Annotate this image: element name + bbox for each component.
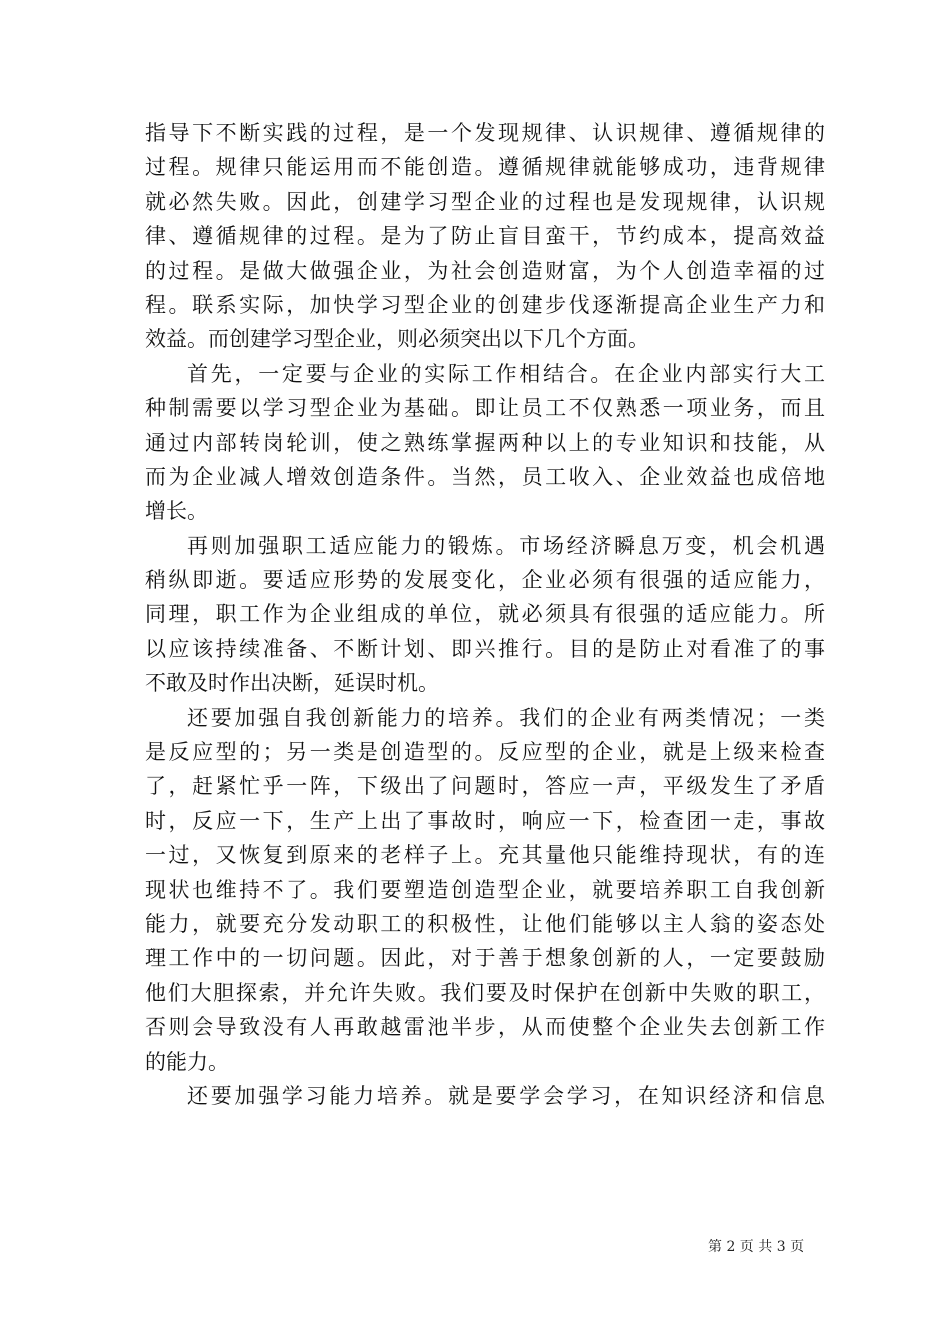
- paragraph-line: 时，反应一下，生产上出了事故时，响应一下，检查团一走，事故: [145, 808, 825, 833]
- paragraph: [145, 116, 825, 357]
- paragraph-line: 而为企业减人增效创造条件。当然，员工收入、企业效益也成倍地: [145, 464, 825, 489]
- paragraph-line: 的能力。: [145, 1049, 229, 1074]
- paragraph-line: 首先，一定要与企业的实际工作相结合。在企业内部实行大工: [187, 361, 825, 386]
- paragraph-line: 同理，职工作为企业组成的单位，就必须具有很强的适应能力。所: [145, 602, 825, 627]
- paragraph-line: 效益。而创建学习型企业，则必须突出以下几个方面。: [145, 327, 649, 352]
- paragraph-line: 还要加强学习能力培养。就是要学会学习，在知识经济和信息: [187, 1083, 825, 1108]
- paragraph: [145, 701, 825, 1079]
- paragraph-line: 稍纵即逝。要适应形势的发展变化，企业必须有很强的适应能力，: [145, 568, 825, 593]
- paragraph-line: 以应该持续准备、不断计划、即兴推行。目的是防止对看准了的事: [145, 636, 825, 661]
- paragraph-line: 种制需要以学习型企业为基础。即让员工不仅熟悉一项业务，而且: [145, 396, 825, 421]
- paragraph-line: 通过内部转岗轮训，使之熟练掌握两种以上的专业知识和技能，从: [145, 430, 825, 455]
- paragraph-line: 否则会导致没有人再敢越雷池半步，从而使整个企业失去创新工作: [145, 1015, 825, 1040]
- paragraph-line: 再则加强职工适应能力的锻炼。市场经济瞬息万变，机会机遇: [187, 533, 825, 558]
- paragraph-line: 现状也维持不了。我们要塑造创造型企业，就要培养职工自我创新: [145, 877, 825, 902]
- paragraph-line: 了，赶紧忙乎一阵，下级出了问题时，答应一声，平级发生了矛盾: [145, 774, 825, 799]
- paragraph-line: 程。联系实际，加快学习型企业的创建步伐逐渐提高企业生产力和: [145, 292, 825, 317]
- paragraph-line: 能力，就要充分发动职工的积极性，让他们能够以主人翁的姿态处: [145, 911, 825, 936]
- paragraph-line: 不敢及时作出决断，延误时机。: [145, 671, 439, 696]
- paragraph-line: 过程。规律只能运用而不能创造。遵循规律就能够成功，违背规律: [145, 155, 825, 180]
- paragraph-line: 增长。: [145, 499, 208, 524]
- paragraph-line: 指导下不断实践的过程，是一个发现规律、认识规律、遵循规律的: [145, 121, 825, 145]
- paragraph-line: 一过，又恢复到原来的老样子上。充其量他只能维持现状，有的连: [145, 843, 825, 868]
- paragraph: [145, 357, 825, 529]
- document-body: [145, 116, 825, 1113]
- paragraph-line: 理工作中的一切问题。因此，对于善于想象创新的人，一定要鼓励: [145, 946, 825, 971]
- paragraph-line: 就必然失败。因此，创建学习型企业的过程也是发现规律，认识规: [145, 189, 825, 214]
- paragraph-line: 他们大胆探索，并允许失败。我们要及时保护在创新中失败的职工，: [145, 980, 825, 1005]
- paragraph: [145, 529, 825, 701]
- paragraph-line: 是反应型的；另一类是创造型的。反应型的企业，就是上级来检查: [145, 740, 825, 765]
- paragraph: [145, 1079, 825, 1113]
- paragraph-line: 还要加强自我创新能力的培养。我们的企业有两类情况；一类: [187, 705, 825, 730]
- page-number-footer: 第 2 页 共 3 页: [708, 1239, 805, 1255]
- paragraph-line: 律、遵循规律的过程。是为了防止盲目蛮干，节约成本，提高效益: [145, 224, 825, 249]
- paragraph-line: 的过程。是做大做强企业，为社会创造财富，为个人创造幸福的过: [145, 258, 825, 283]
